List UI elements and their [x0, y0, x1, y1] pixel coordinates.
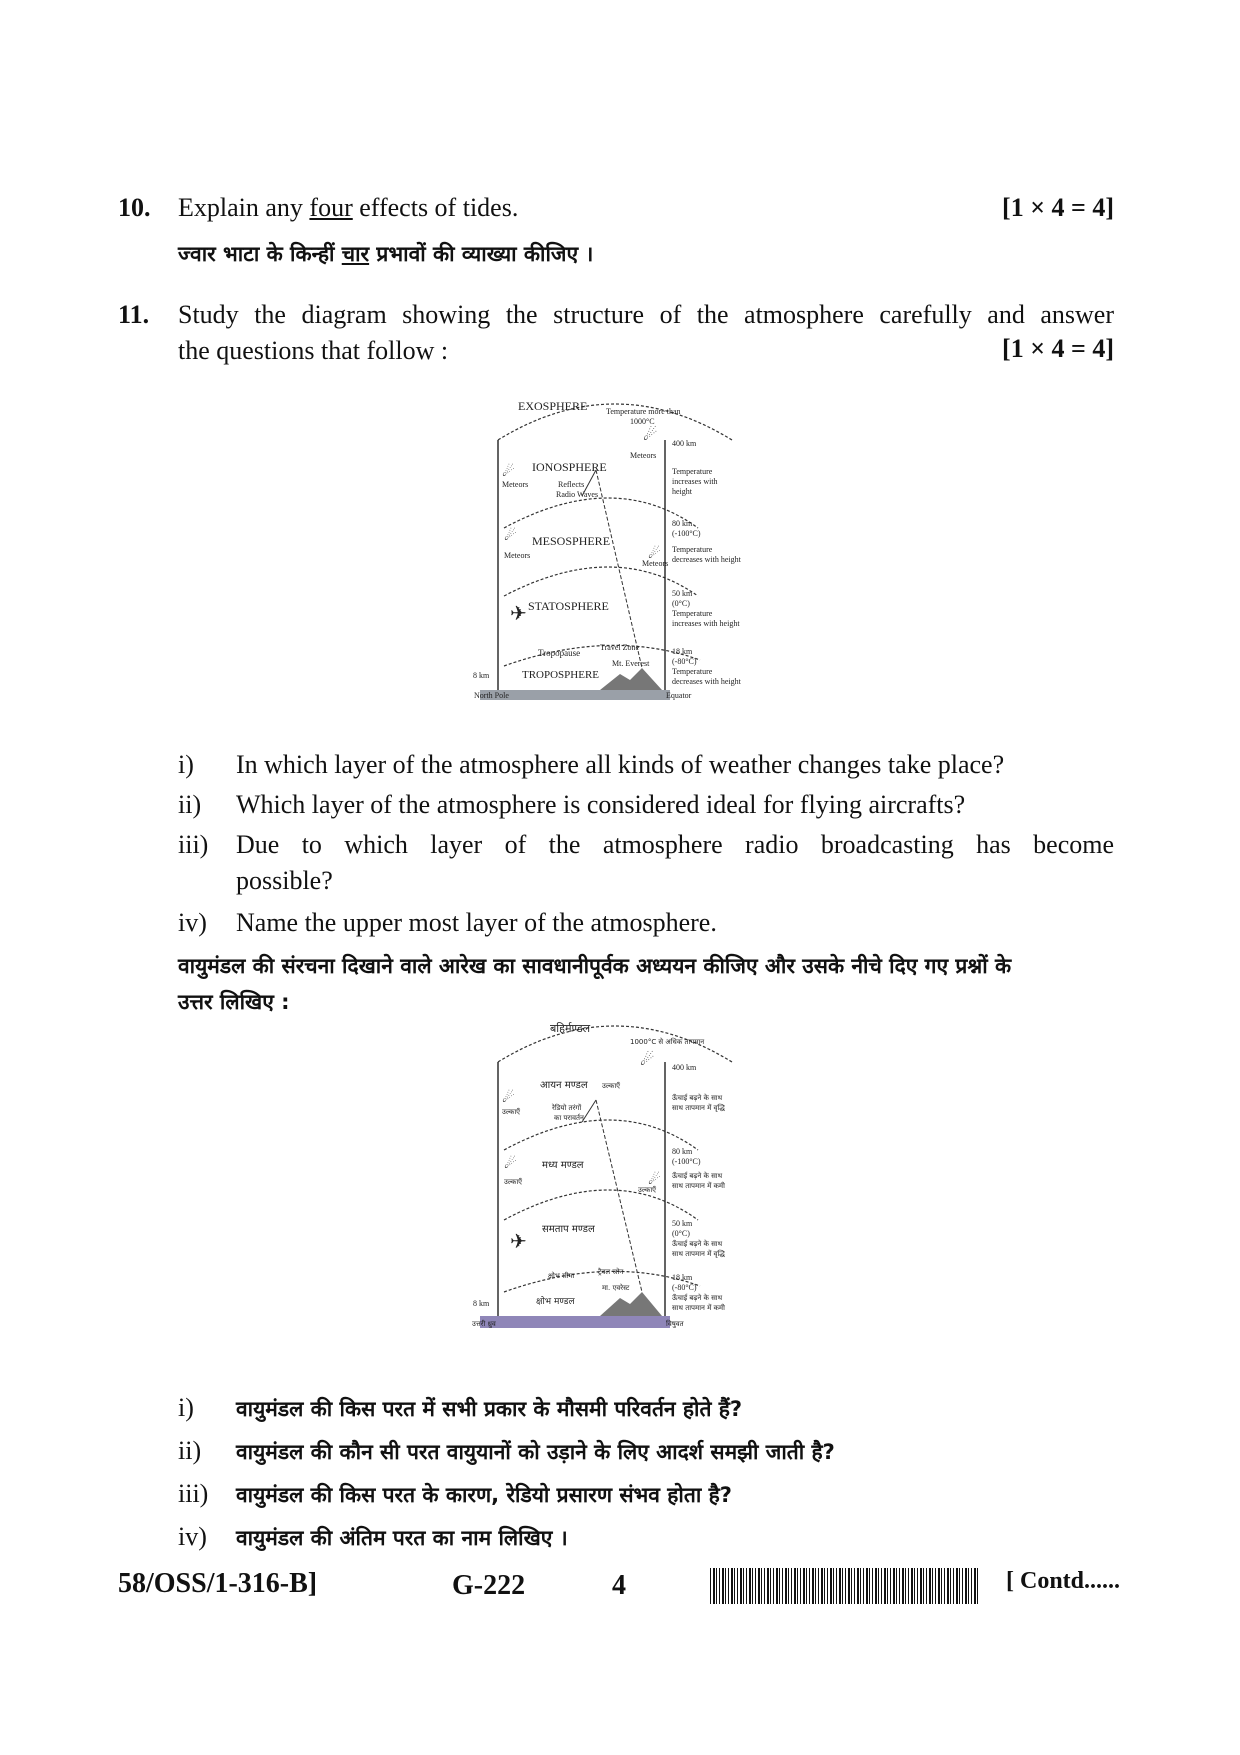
meteor-icon: ☄ [640, 1052, 655, 1069]
q10-hi-part: ज्वार भाटा के किन्हीं [178, 242, 342, 266]
label-radio: रेडियो तरंगों [552, 1104, 582, 1112]
label-troposphere: क्षोभ मण्डल [536, 1297, 575, 1307]
footer-paper-code: 58/OSS/1-316-B] [118, 1568, 318, 1599]
label-meteors: उल्काएँ [602, 1082, 621, 1090]
label-ionosphere: IONOSPHERE [532, 460, 607, 474]
q10-text-underlined: four [309, 193, 353, 222]
radio-wave-line [596, 1100, 642, 1292]
label-temp-dec-b: ऊँचाई बढ़ने के साथ [672, 1294, 723, 1302]
q10-text-hi [178, 238, 593, 270]
label-400km: 400 km [672, 1063, 697, 1072]
label-400km: 400 km [672, 439, 697, 448]
label-minus100c: (-100°C) [672, 529, 701, 538]
label-radio-waves: Radio Waves [556, 490, 599, 499]
ionosphere-boundary [504, 1120, 698, 1150]
label-temp-more: Temperature more than [606, 407, 681, 416]
label-stratosphere: STATOSPHERE [528, 599, 609, 613]
footer-contd: [ Contd...... [1006, 1568, 1121, 1594]
label-80km: 80 km [672, 519, 693, 528]
label-meteors: Meteors [630, 451, 657, 460]
q11-sub-hi-text: वायुमंडल की अंतिम परत का नाम लिखिए । [236, 1526, 568, 1550]
label-temp-dec: साथ तापमान में कमी [672, 1182, 725, 1190]
label-mt-everest: मा. एवरेस्ट [602, 1284, 630, 1292]
label-18km: 18 km [672, 1273, 693, 1282]
label-temp-dec-b: Temperature [672, 667, 713, 676]
label-0c: (0°C) [672, 1229, 690, 1238]
q11-marks: [1 × 4 = 4] [1002, 334, 1114, 363]
q11-sub-en-num: i) [178, 750, 194, 779]
q11-text-line1: Study the diagram showing the structure of the atmosphere carefully and answer [178, 300, 1114, 329]
label-meteors: Meteors [504, 551, 531, 560]
mountain-icon [600, 1292, 662, 1316]
label-meteors: Meteors [502, 480, 529, 489]
ionosphere-boundary [504, 498, 698, 528]
footer-series: G-222 [452, 1570, 526, 1601]
meteor-icon: ☄ [648, 1173, 661, 1188]
label-8km: 8 km [473, 671, 490, 680]
mountain-icon [600, 668, 662, 690]
mesosphere-boundary [504, 567, 698, 596]
airplane-icon: ✈ [510, 603, 527, 625]
barcode-icon [710, 1568, 980, 1604]
label-temp-inc: ऊँचाई बढ़ने के साथ [672, 1094, 723, 1102]
label-meteors: Meteors [642, 559, 669, 568]
label-mesosphere: MESOSPHERE [532, 534, 611, 548]
label-ionosphere: आयन मण्डल [540, 1080, 588, 1091]
q10-marks: [1 × 4 = 4] [1002, 193, 1114, 222]
q11-sub-en-text: In which layer of the atmosphere all kinds of weather changes take place? [236, 750, 1005, 779]
q11-sub-hi-num: iv) [178, 1522, 207, 1551]
q10-number: 10. [118, 193, 151, 222]
label-50km: 50 km [672, 589, 693, 598]
label-meteors: उल्काएँ [638, 1186, 657, 1194]
q11-sub-hi-num: i) [178, 1393, 194, 1422]
meteor-icon: ☄ [502, 465, 515, 480]
label-mesosphere: मध्य मण्डल [542, 1160, 584, 1171]
q11-sub-en-text: possible? [236, 866, 333, 895]
label-minus80c: (-80°C) [672, 657, 697, 666]
q10-hi-underlined: चार [341, 242, 370, 266]
q11-text-hi-line2: उत्तर लिखिए : [178, 990, 290, 1014]
q10-text-part: effects of tides. [352, 193, 519, 222]
label-temp-inc: साथ तापमान में वृद्धि [672, 1104, 725, 1112]
label-meteors: उल्काएँ [504, 1178, 523, 1186]
label-temp-inc: Temperature [672, 467, 713, 476]
label-8km: 8 km [473, 1299, 490, 1308]
meteor-icon: ☄ [502, 1091, 515, 1106]
mesosphere-boundary [504, 1190, 698, 1220]
label-equator: Equator [666, 691, 692, 700]
label-meteors: उल्काएँ [502, 1108, 521, 1116]
label-stratosphere: समताप मण्डल [542, 1224, 595, 1235]
label-minus80c: (-80°C) [672, 1283, 697, 1292]
label-equator: विषुवत [666, 1320, 684, 1328]
q11-sub-hi-text: वायुमंडल की किस परत के कारण, रेडियो प्रसारण संभव होता है? [236, 1483, 732, 1507]
label-exosphere: EXOSPHERE [518, 399, 588, 413]
q10-text-en [178, 191, 518, 225]
label-temp-more: 1000°C से अधिक तापमान [630, 1038, 705, 1046]
q11-sub-hi-text: वायुमंडल की किस परत में सभी प्रकार के मौसमी परिवर्तन होते हैं? [236, 1397, 743, 1421]
label-exosphere: बहिर्मण्डल [550, 1022, 591, 1035]
ground-strip [480, 1316, 670, 1328]
label-reflects: Reflects [558, 480, 585, 489]
label-80km: 80 km [672, 1147, 693, 1156]
q11-text-line2: the questions that follow : [178, 336, 449, 365]
footer-page-number: 4 [612, 1570, 626, 1601]
meteor-icon: ☄ [504, 529, 517, 544]
label-radio: का परावर्तन [554, 1114, 584, 1122]
label-temp-dec: Temperature [672, 545, 713, 554]
q11-number: 11. [118, 300, 150, 329]
q10-hi-part: प्रभावों की व्याख्या कीजिए । [369, 242, 594, 266]
label-temp-dec: ऊँचाई बढ़ने के साथ [672, 1172, 723, 1180]
label-temp-inc-h: साथ तापमान में वृद्धि [672, 1250, 725, 1258]
atmosphere-diagram-en [470, 388, 760, 710]
meteor-icon: ☄ [504, 1157, 517, 1172]
q11-text-hi-line1: वायुमंडल की संरचना दिखाने वाले आरेख का सावधानीपूर्वक अध्ययन कीजिए और उसके नीचे दिए गए प्रश्नों के [178, 954, 1012, 978]
label-troposphere: TROPOSPHERE [522, 669, 600, 681]
label-temp-inc: increases with [672, 477, 718, 486]
label-temp-dec: decreases with height [672, 555, 741, 564]
q10-text-part: Explain any [178, 193, 310, 222]
q11-sub-en-num: iii) [178, 830, 209, 859]
label-18km: 18 km [672, 647, 693, 656]
label-temp-inc: height [672, 487, 692, 496]
label-mt-everest: Mt. Everest [612, 659, 650, 668]
meteor-icon: ☄ [648, 547, 661, 562]
label-north-pole: North Pole [474, 691, 509, 700]
radio-wave-line [582, 1100, 596, 1122]
meteor-icon: ☄ [643, 427, 658, 444]
label-temp-1000: 1000°C [630, 417, 655, 426]
atmosphere-diagram-hi [470, 1010, 760, 1340]
label-travel-zone: Travel Zone [600, 643, 640, 652]
q11-sub-hi-text: वायुमंडल की कौन सी परत वायुयानों को उड़ाने के लिए आदर्श समझी जाती है? [236, 1440, 835, 1464]
label-temp-dec-b: साथ तापमान में कमी [672, 1304, 725, 1312]
airplane-icon: ✈ [510, 1231, 527, 1253]
label-north-pole: उत्तरी ध्रुव [472, 1320, 496, 1328]
label-travel-zone: ट्रैवल जोन [598, 1268, 624, 1276]
label-tropopause: Tropopause [538, 648, 581, 658]
q11-sub-en-text: Name the upper most layer of the atmosphere. [236, 908, 717, 937]
label-temp-inc-h: Temperature [672, 609, 713, 618]
label-temp-inc-h: increases with height [672, 619, 740, 628]
q11-sub-en-text: Due to which layer of the atmosphere radio broadcasting has become [236, 830, 1114, 859]
q11-sub-en-num: ii) [178, 790, 202, 819]
label-0c: (0°C) [672, 599, 690, 608]
label-tropopause: क्षोभ सीमा [548, 1272, 575, 1280]
q11-sub-en-text: Which layer of the atmosphere is considered ideal for flying aircrafts? [236, 790, 966, 819]
q11-sub-hi-num: ii) [178, 1436, 202, 1465]
label-minus100c: (-100°C) [672, 1157, 701, 1166]
q11-sub-en-num: iv) [178, 908, 207, 937]
label-50km: 50 km [672, 1219, 693, 1228]
label-temp-inc-h: ऊँचाई बढ़ने के साथ [672, 1240, 723, 1248]
label-temp-dec-b: decreases with height [672, 677, 741, 686]
q11-sub-hi-num: iii) [178, 1479, 209, 1508]
